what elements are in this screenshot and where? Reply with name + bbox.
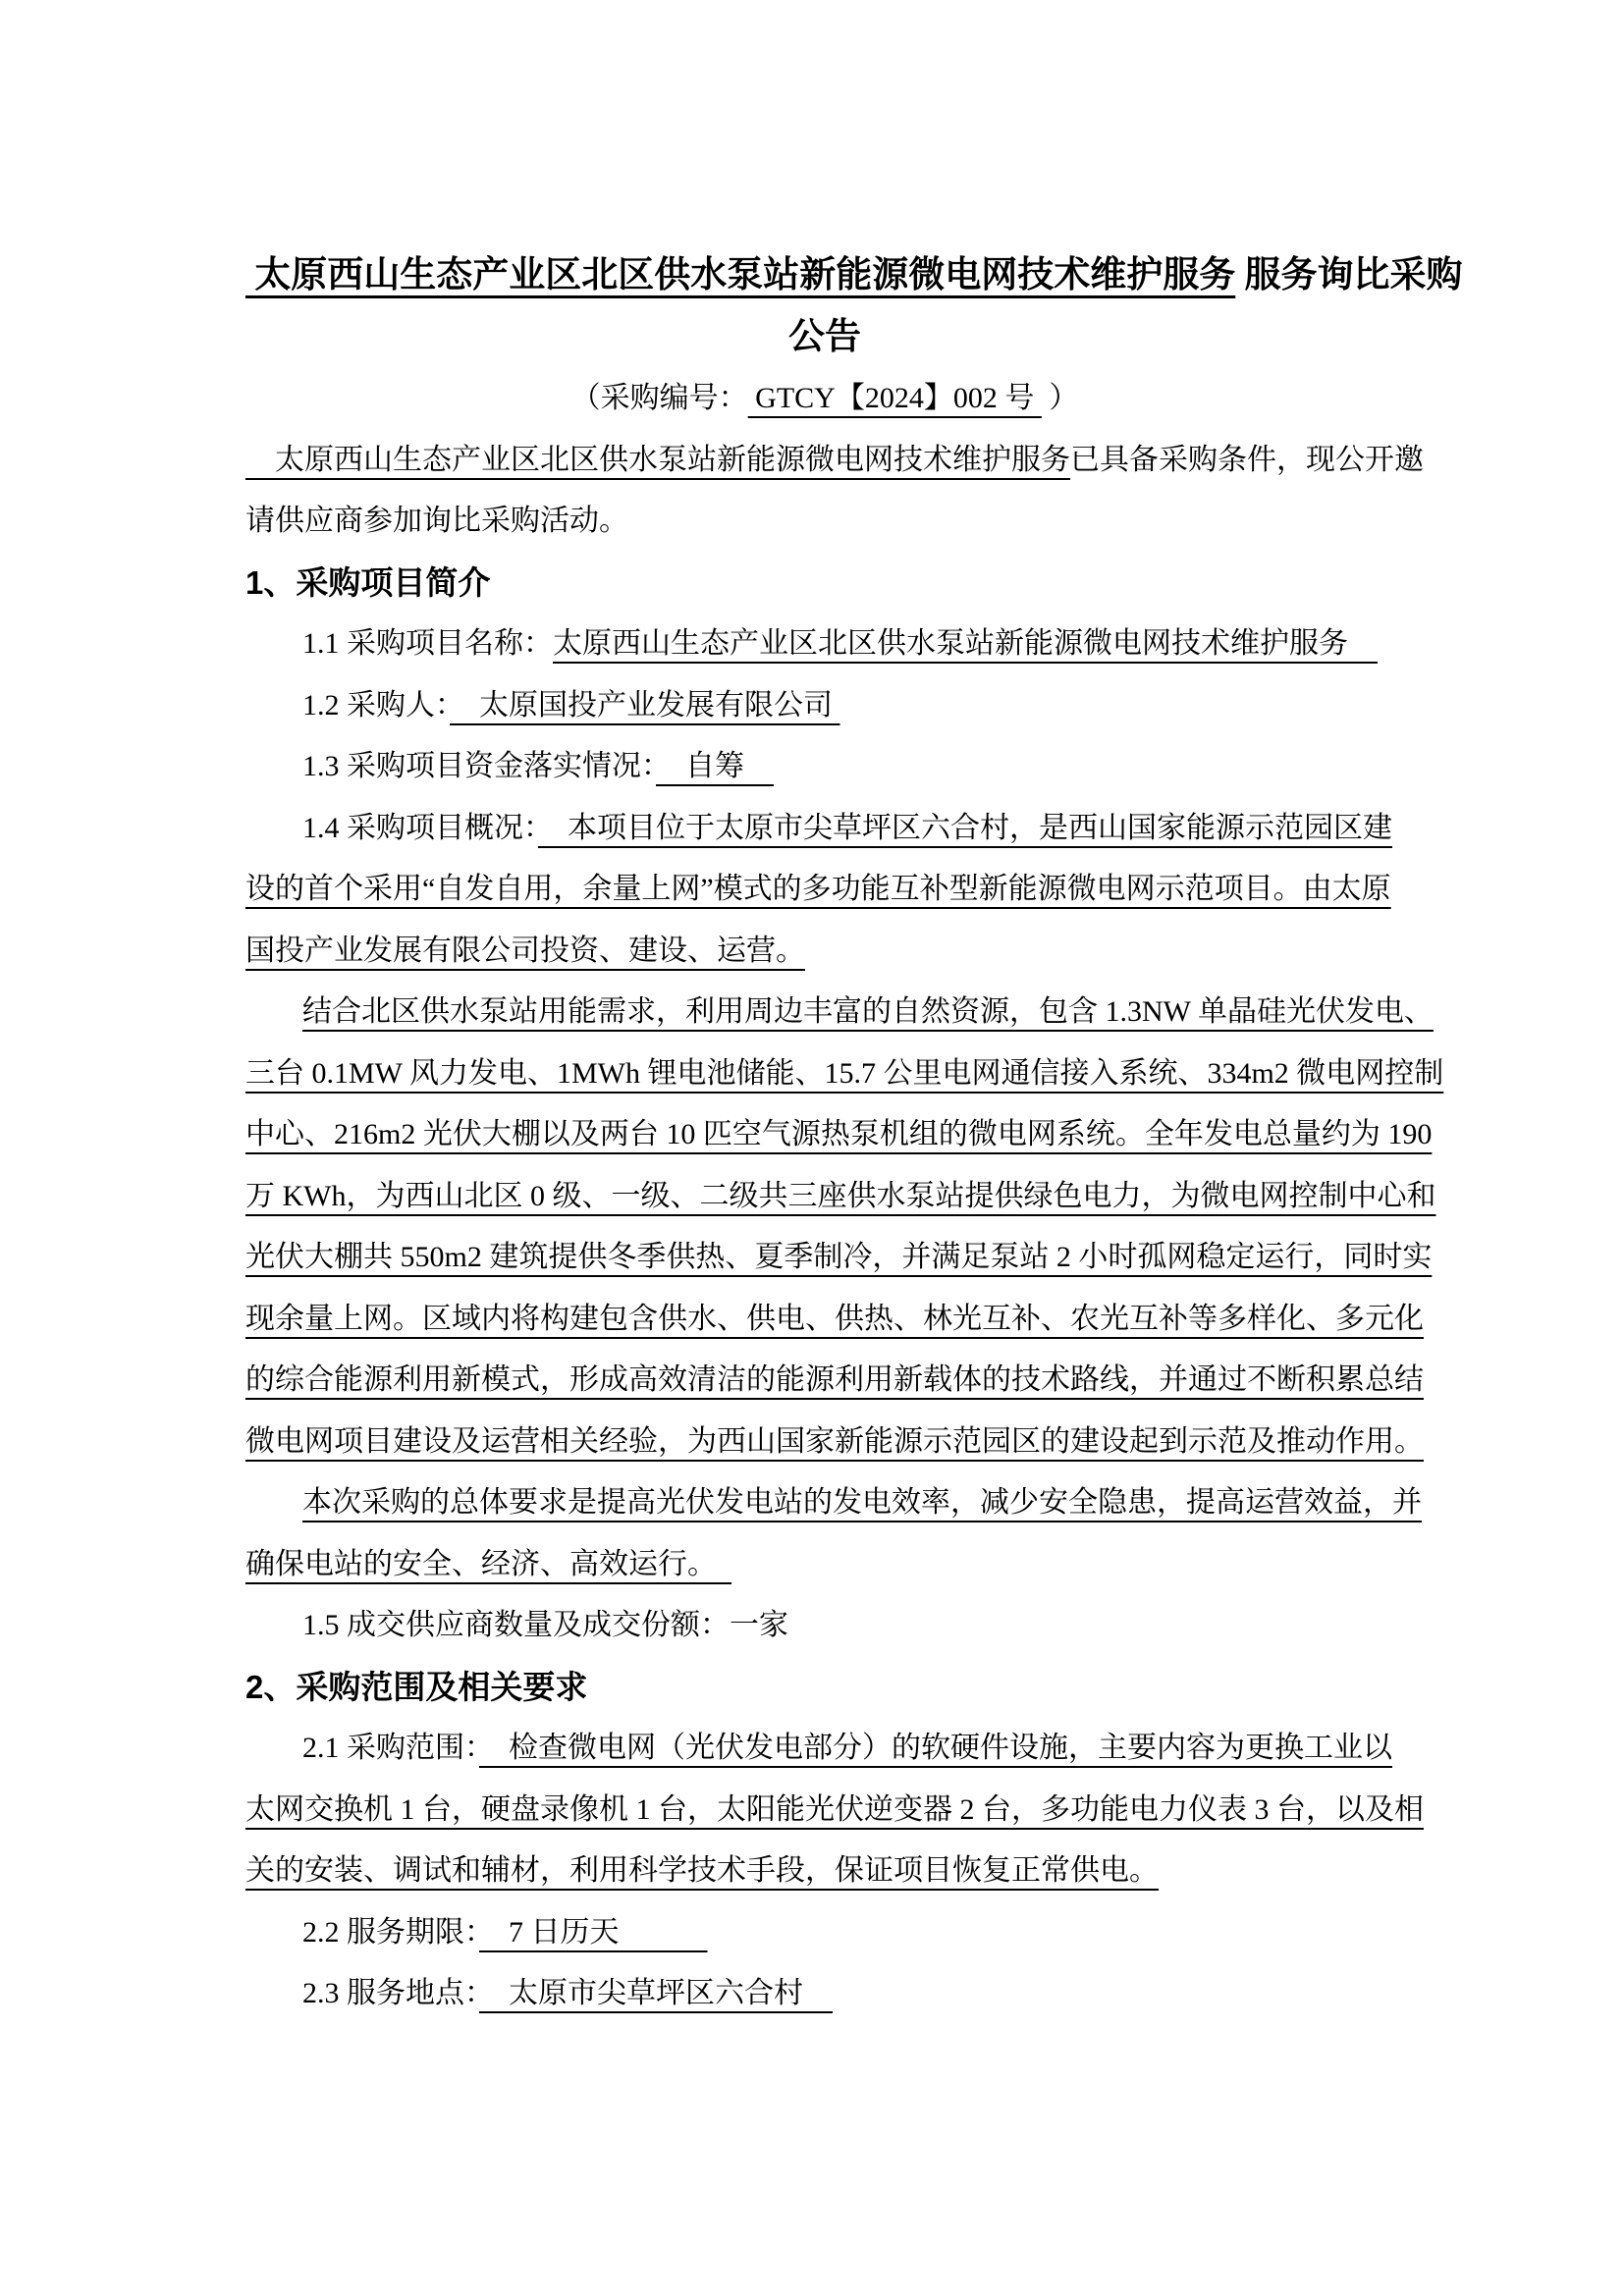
overview-text-line-2: 三台 0.1MW 风力发电、1MWh 锂电池储能、15.7 公里电网通信接入系统、334m2 微电网控制 [245, 1056, 1444, 1090]
item-1-4-value-line-3: 国投产业发展有限公司投资、建设、运营。 [245, 934, 805, 967]
item-2-3-label: 2.3 服务地点： [302, 1977, 479, 2009]
document-title-line-1 [245, 245, 1463, 307]
title-suffix-text: 服务询比采购 [1235, 255, 1463, 295]
document-title-line-2: 公告 [788, 316, 861, 357]
item-1-2-value: 太原国投产业发展有限公司 [450, 688, 840, 721]
intro-rest-text: 已具备采购条件，现公开邀 [1070, 443, 1424, 476]
section-2-heading: 2、采购范围及相关要求 [245, 1668, 588, 1705]
item-2-2-label: 2.2 服务期限： [302, 1915, 479, 1949]
overview-paragraph-line-3 [245, 1104, 1433, 1166]
item-1-4-line-3 [245, 921, 1404, 983]
item-2-2-value: 7 日历天 [479, 1915, 708, 1949]
item-1-2 [245, 675, 1404, 737]
item-1-4-value-line-1: 本项目位于太原市尖草坪区六合村，是西山国家能源示范园区建 [538, 811, 1392, 844]
item-1-4-label: 1.4 采购项目概况： [302, 811, 538, 844]
item-2-1-label: 2.1 采购范围： [302, 1732, 479, 1764]
requirement-paragraph-line-1 [245, 1472, 1422, 1534]
procurement-number-value: GTCY【2024】002 号 [747, 382, 1042, 414]
item-1-1-value: 太原西山生态产业区北区供水泵站新能源微电网技术维护服务 [553, 627, 1378, 660]
overview-text-line-6: 现余量上网。区域内将构建包含供水、供电、供热、林光互补、农光互补等多样化、多元化 [245, 1302, 1424, 1335]
item-1-5: 1.5 成交供应商数量及成交份额：一家 [302, 1609, 788, 1641]
item-1-1 [245, 614, 1404, 675]
item-2-3-value: 太原市尖草坪区六合村 [479, 1977, 833, 2009]
item-2-1-value-line-3: 关的安装、调试和辅材，利用科学技术手段，保证项目恢复正常供电。 [245, 1854, 1159, 1887]
overview-paragraph-line-1 [245, 982, 1434, 1043]
overview-text-line-4: 万 KWh，为西山北区 0 级、一级、二级共三座供水泵站提供绿色电力，为微电网控制中心和 [245, 1179, 1436, 1212]
item-2-1-value-line-2: 太网交换机 1 台，硬盘录像机 1 台，太阳能光伏逆变器 2 台，多功能电力仪表 3 台，以及相 [245, 1792, 1424, 1826]
procurement-number-suffix: ） [1041, 382, 1079, 414]
intro-project-name: 太原西山生态产业区北区供水泵站新能源微电网技术维护服务 [245, 443, 1070, 476]
overview-text-line-3: 中心、216m2 光伏大棚以及两台 10 匹空气源热泵机组的微电网系统。全年发电总量约为 190 [245, 1118, 1433, 1150]
item-1-1-label: 1.1 采购项目名称： [302, 627, 553, 660]
overview-paragraph-line-2 [245, 1043, 1444, 1105]
section-1-heading: 1、采购项目简介 [245, 563, 491, 601]
item-2-1-line-3 [245, 1841, 1404, 1902]
item-1-2-label: 1.2 采购人： [302, 688, 450, 721]
procurement-number-prefix: （采购编号： [570, 382, 748, 414]
item-1-4-value-line-2: 设的首个采用“自发自用，余量上网”模式的多功能互补型新能源微电网示范项目。由太原 [245, 873, 1391, 905]
overview-text-line-5: 光伏大棚共 550m2 建筑提供冬季供热、夏季制冷，并满足泵站 2 小时孤网稳定运行，同时实 [245, 1241, 1433, 1273]
overview-text-line-7: 的综合能源利用新模式，形成高效清洁的能源利用新载体的技术路线，并通过不断积累总结 [245, 1363, 1424, 1396]
intro-paragraph-line-1 [245, 430, 1424, 492]
item-2-1-value-line-1: 检查微电网（光伏发电部分）的软硬件设施，主要内容为更换工业以 [479, 1732, 1392, 1764]
item-2-3 [245, 1963, 1404, 2025]
overview-text-line-8: 微电网项目建设及运营相关经验，为西山国家新能源示范园区的建设起到示范及推动作用。 [245, 1424, 1424, 1458]
item-1-3-value: 自筹 [656, 750, 774, 782]
item-2-2 [245, 1902, 1404, 1964]
overview-paragraph-line-4 [245, 1166, 1436, 1228]
item-1-3 [245, 736, 1404, 798]
overview-paragraph-line-5 [245, 1227, 1433, 1289]
overview-paragraph-line-6 [245, 1289, 1424, 1351]
requirement-text-line-2: 确保电站的安全、经济、高效运行。 [245, 1547, 731, 1580]
overview-paragraph-line-8 [245, 1412, 1424, 1473]
intro-paragraph-line-2: 请供应商参加询比采购活动。 [245, 505, 628, 537]
overview-paragraph-line-7 [245, 1350, 1424, 1412]
procurement-number-line [245, 368, 1404, 430]
item-1-4-line-1 [245, 798, 1404, 860]
requirement-paragraph-line-2 [245, 1534, 1404, 1596]
title-underlined-text: 太原西山生态产业区北区供水泵站新能源微电网技术维护服务 [245, 255, 1236, 295]
overview-text-line-1: 结合北区供水泵站用能需求，利用周边丰富的自然资源，包含 1.3NW 单晶硅光伏发电、 [302, 995, 1434, 1028]
document-body [245, 245, 1463, 2025]
item-1-4-line-2 [245, 859, 1404, 921]
requirement-text-line-1: 本次采购的总体要求是提高光伏发电站的发电效率，减少安全隐患，提高运营效益，并 [302, 1486, 1422, 1519]
item-1-3-label: 1.3 采购项目资金落实情况： [302, 750, 656, 782]
item-2-1-line-1 [245, 1718, 1404, 1780]
item-2-1-line-2 [245, 1780, 1424, 1842]
